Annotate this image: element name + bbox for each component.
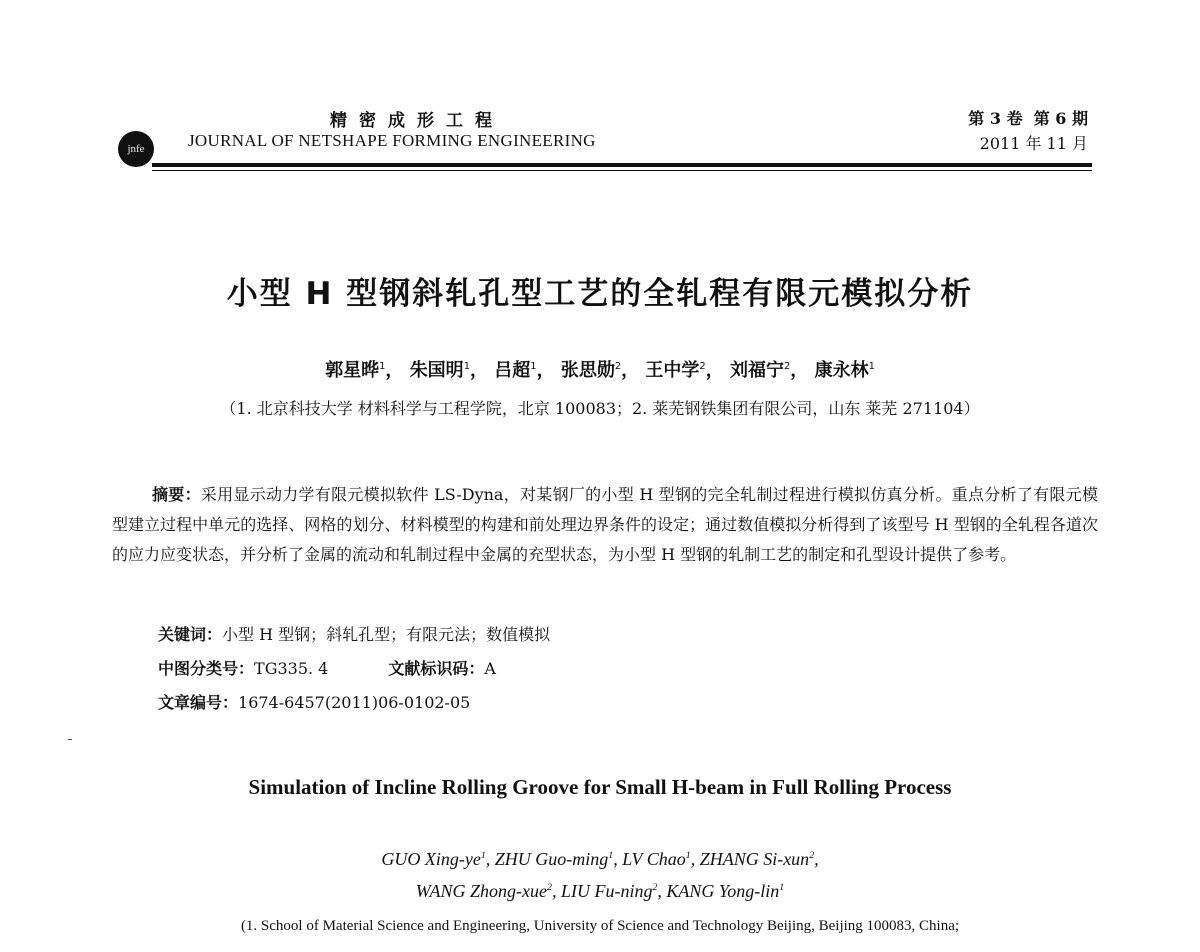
keywords-text: 小型 H 型钢；斜轧孔型；有限元法；数值模拟 bbox=[222, 625, 551, 644]
journal-name-en: JOURNAL OF NETSHAPE FORMING ENGINEERING bbox=[188, 131, 596, 150]
journal-logo-icon bbox=[118, 131, 154, 167]
abstract bbox=[112, 480, 1098, 570]
margin-mark bbox=[68, 739, 72, 740]
article-number bbox=[158, 690, 470, 713]
author: ZHU Guo-ming$^1$ bbox=[494, 849, 614, 869]
classification bbox=[158, 656, 496, 679]
author: ZHANG Si-xun$^2$ bbox=[699, 849, 815, 869]
article-number-label: 文章编号： bbox=[158, 693, 239, 712]
article-number-value: 1674-6457(2011)06-0102-05 bbox=[238, 693, 471, 712]
affiliation-en: (1. School of Material Science and Engineering, University of Science and Technology Beijing, Beijing 100083, China; bbox=[240, 918, 960, 934]
author: LIU Fu-ning$^2$ bbox=[560, 881, 658, 901]
abstract-label: 摘要： bbox=[152, 485, 201, 504]
classification-label: 中图分类号： bbox=[158, 659, 255, 678]
author: WANG Zhong-xue$^2$ bbox=[415, 881, 552, 901]
classification-value: TG335. 4 bbox=[254, 659, 329, 678]
doc-code-value: A bbox=[484, 659, 496, 678]
english-author-list: WANG Zhong-xue$^2$, LIU Fu-ning$^2$, KANG Yong-lin$^1$ bbox=[415, 881, 785, 901]
author: 郭星晔$^1$ bbox=[325, 360, 386, 381]
abstract-text: 采用显示动力学有限元模拟软件 LS-Dyna，对某钢厂的小型 H 型钢的完全轧制过程进行模拟仿真分析。重点分析了有限元模型建立过程中单元的选择、网格的划分、材料模型的构建和前处理边界条件的设定；通过数值模拟分析得到了该型号 H 型钢的全轧程各道次的应力应变状态，并分析了金属的流动和轧制过程中金属的充型状态，为小型 H 型钢的轧制工艺的制定和孔型设计提供了参考。 bbox=[112, 485, 1098, 564]
keywords bbox=[158, 622, 550, 645]
author: LV Chao$^1$ bbox=[622, 849, 691, 869]
issue-date: 2011 年 11 月 bbox=[979, 134, 1088, 153]
author-list: 郭星晔$^1$， 朱国明$^1$， 吕超$^1$， 张思勋$^2$， 王中学$^2$， 刘福宁$^2$， 康永林$^1$ bbox=[325, 360, 875, 381]
affiliation-cn: （1. 北京科技大学 材料科学与工程学院，北京 100083；2. 莱芜钢铁集团有限公司，山东 莱芜 271104） bbox=[220, 399, 980, 418]
author: 朱国明$^1$ bbox=[409, 360, 470, 381]
english-author-list: GUO Xing-$ye^1$, ZHU Guo-ming$^1$, LV Chao$^1$, ZHANG Si-xun$^2$, bbox=[381, 849, 819, 869]
volume-issue: 第 3 卷 第 6 期 bbox=[968, 109, 1088, 128]
author: 张思勋$^2$ bbox=[560, 360, 622, 381]
author: GUO Xing-$ye^1$ bbox=[381, 849, 486, 869]
logo-text: jnfe bbox=[127, 143, 145, 155]
author: 王中学$^2$ bbox=[645, 360, 706, 381]
english-title: Simulation of Incline Rolling Groove for Small H-beam in Full Rolling Process bbox=[248, 775, 952, 799]
doc-code-label: 文献标识码： bbox=[388, 659, 485, 678]
author: 吕超$^1$ bbox=[494, 360, 537, 381]
keywords-label: 关键词： bbox=[158, 625, 223, 644]
paper-title: 小型 H 型钢斜轧孔型工艺的全轧程有限元模拟分析 bbox=[226, 276, 974, 312]
author: KANG Yong-lin$^1$ bbox=[666, 881, 785, 901]
author: 刘福宁$^2$ bbox=[730, 360, 791, 381]
journal-name-cn: 精密成形工程 bbox=[330, 111, 504, 131]
header-rule-thick bbox=[152, 163, 1092, 167]
author: 康永林$^1$ bbox=[814, 360, 875, 381]
header-rule-thin bbox=[152, 170, 1092, 171]
